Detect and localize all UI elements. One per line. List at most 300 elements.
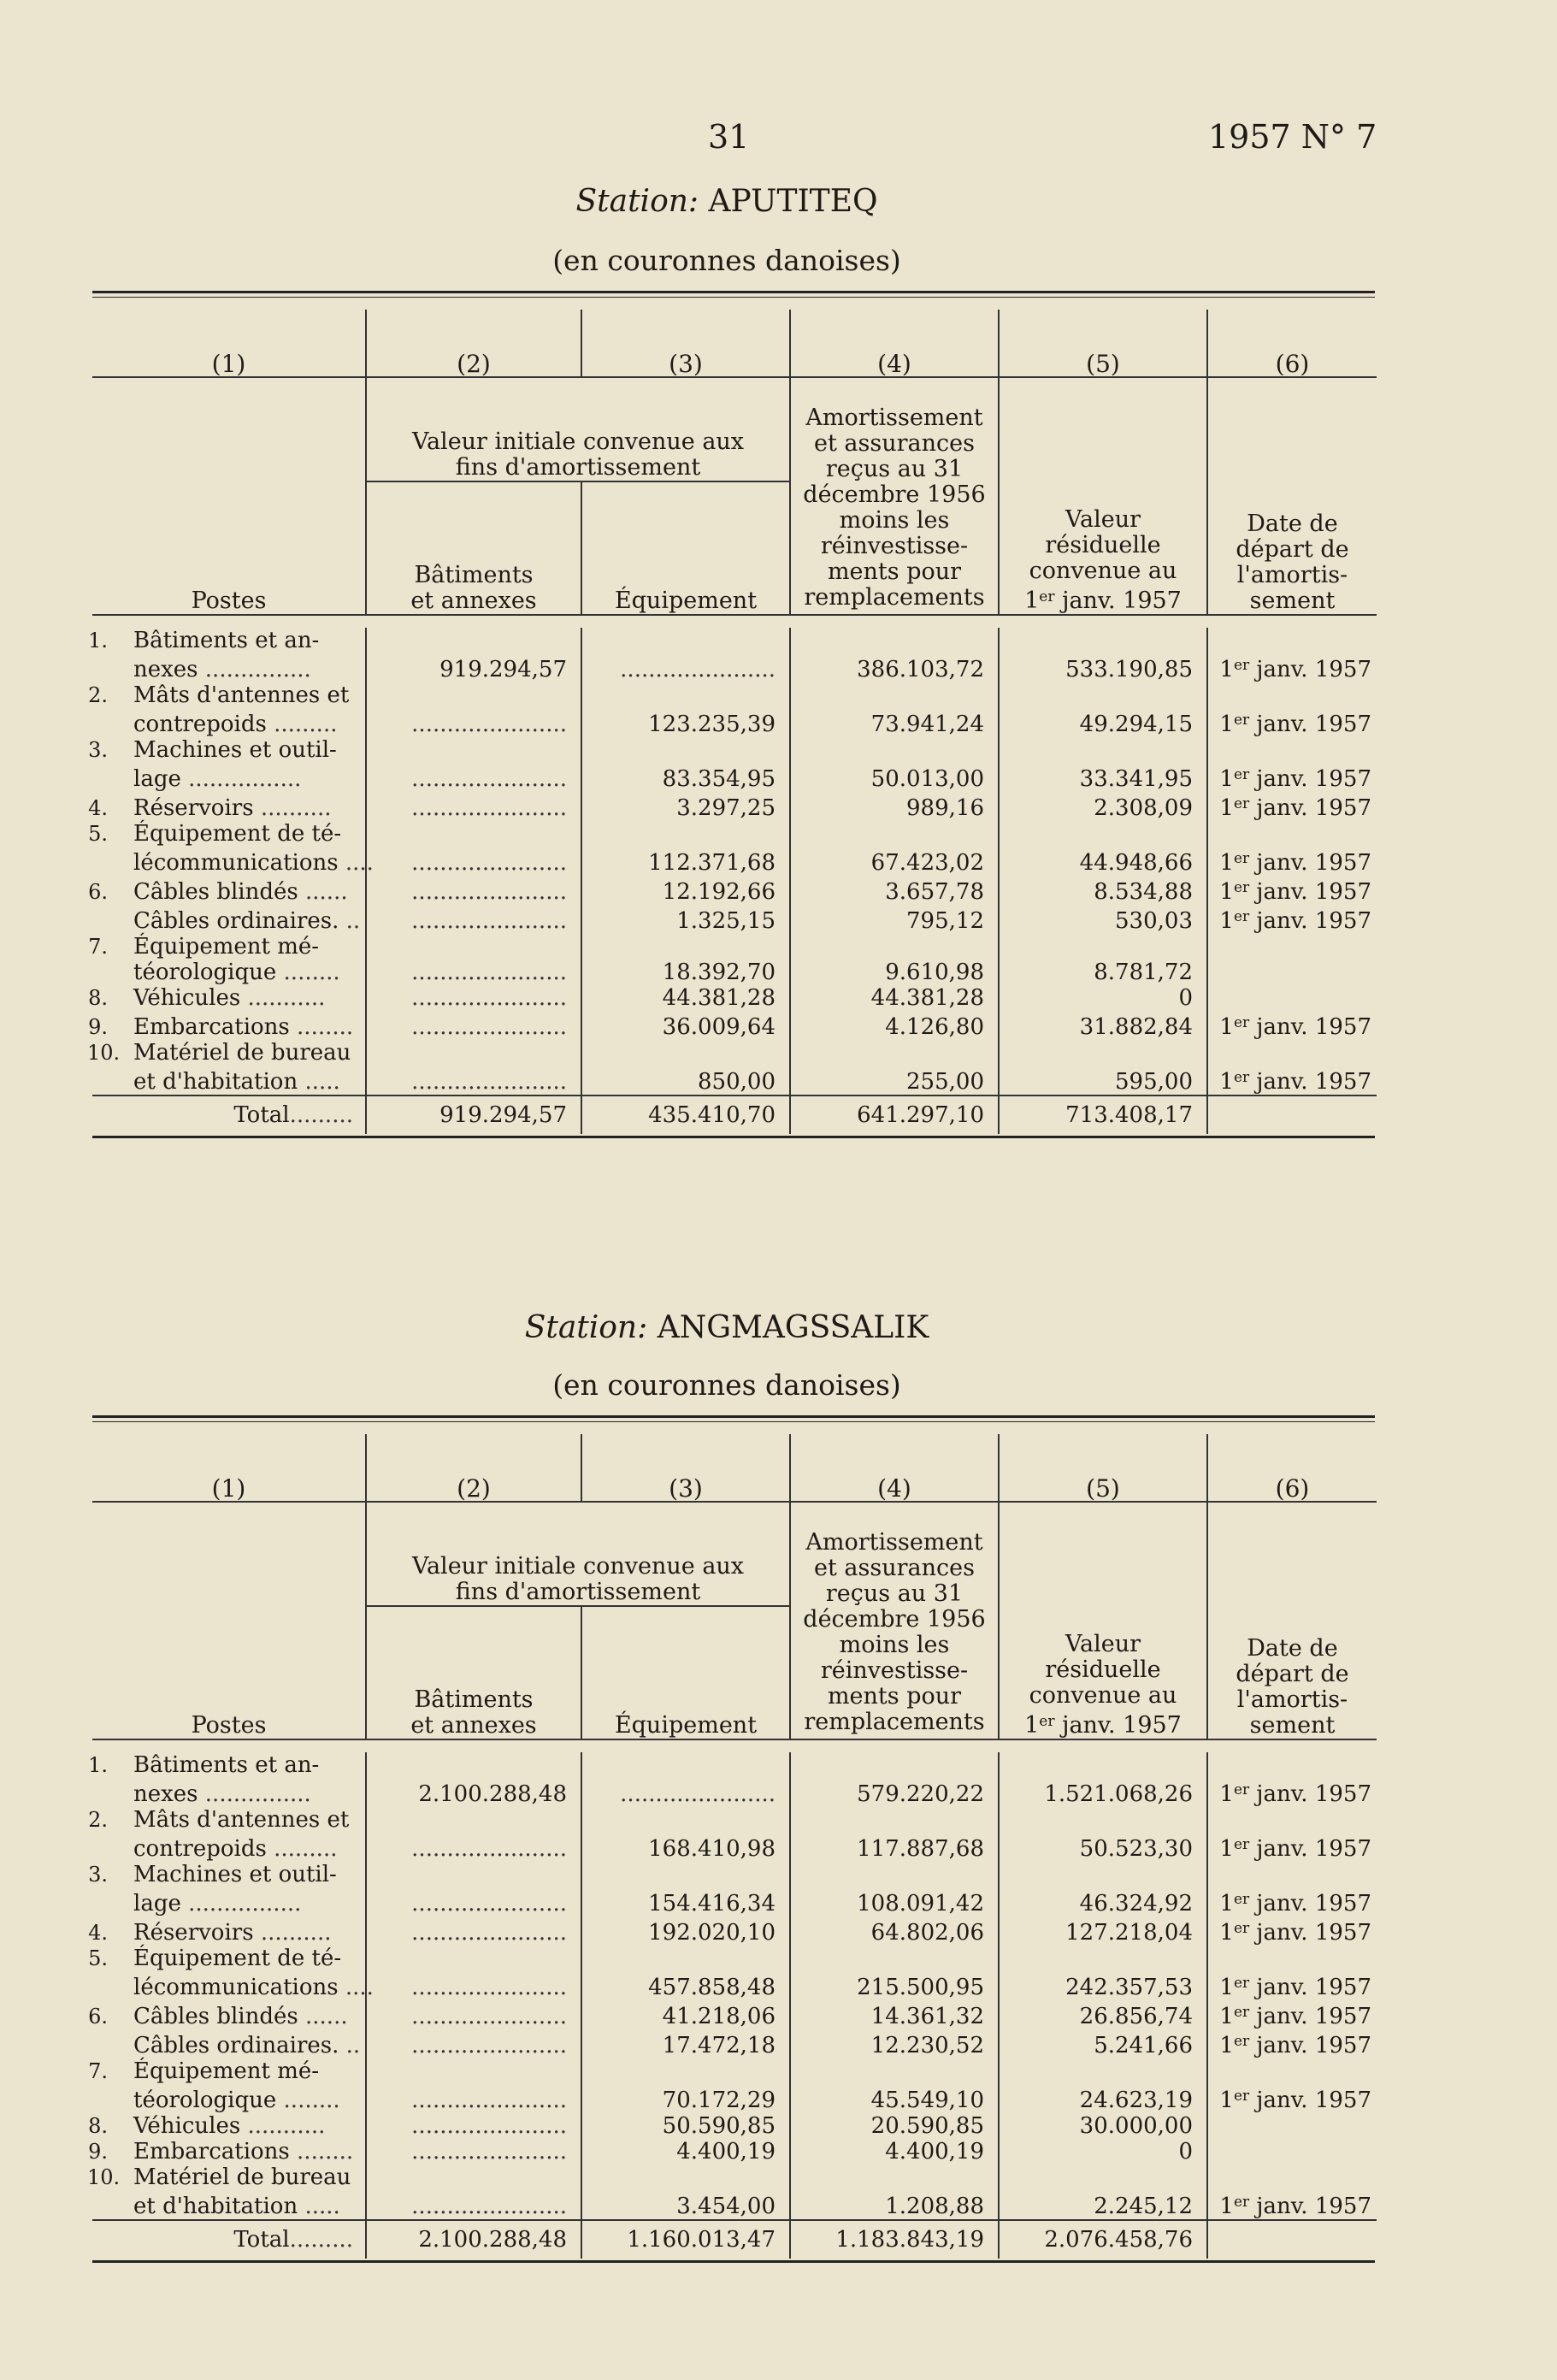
cell-c6 xyxy=(1207,1807,1377,1833)
cell-c4 xyxy=(790,905,999,934)
total-row xyxy=(92,2220,1377,2259)
cell-c2 xyxy=(366,985,581,1011)
cell-c4 xyxy=(790,1011,999,1040)
total-c2 xyxy=(366,1096,581,1134)
cell-c5 xyxy=(999,2139,1207,2164)
table-row xyxy=(92,2029,1377,2058)
row-label-text: et d'habitation xyxy=(133,1069,298,1095)
total-c3 xyxy=(581,2220,790,2259)
header-valeur-residuelle-text: Valeur résiduelle convenue au xyxy=(1029,506,1177,584)
cell-c4 xyxy=(790,2084,999,2113)
row-index: 2. xyxy=(88,1808,108,1832)
cell-c5 xyxy=(999,2164,1207,2190)
column-number: (1) xyxy=(92,310,366,377)
leader-dots: ...................... xyxy=(411,1975,567,2000)
row-index: 2. xyxy=(88,683,108,707)
cell-c5 xyxy=(999,905,1207,934)
cell-c3 xyxy=(581,1833,790,1862)
cell-c4 xyxy=(790,2139,999,2164)
table-row xyxy=(92,708,1377,737)
cell-c6: 1er janv. 1957 xyxy=(1207,1887,1377,1916)
leader-dots: ..... xyxy=(298,2194,340,2219)
station-name: ANGMAGSSALIK xyxy=(657,1310,929,1345)
cell-c3 xyxy=(581,876,790,905)
cell-c6: 1er janv. 1957 xyxy=(1207,2084,1377,2113)
row-label xyxy=(92,1833,366,1862)
cell-value: 123.235,39 xyxy=(648,712,776,737)
column-number-row xyxy=(92,1434,1377,1502)
cell-value: 0 xyxy=(1178,2139,1193,2164)
superscript: er xyxy=(1233,1014,1250,1031)
superscript: er xyxy=(1233,2194,1250,2211)
cell-c3 xyxy=(581,1011,790,1040)
cell-c3 xyxy=(581,1971,790,2000)
leader-dots: ............... xyxy=(198,1781,311,1807)
cell-value: 989,16 xyxy=(906,795,984,821)
cell-value: 3.454,00 xyxy=(676,2194,776,2219)
column-number: (5) xyxy=(999,1434,1207,1502)
cell-c2 xyxy=(366,763,581,792)
column-number-row xyxy=(92,310,1377,377)
cell-c4 xyxy=(790,2029,999,2058)
cell-value: 44.948,66 xyxy=(1079,850,1193,876)
row-index: 4. xyxy=(88,796,108,820)
cell-c6: 1er janv. 1957 xyxy=(1207,763,1377,792)
leader-dots: ...................... xyxy=(411,1014,567,1040)
superscript: er xyxy=(1233,1891,1250,1908)
leader-dots: .... xyxy=(338,850,374,876)
cell-value: 1.521.068,26 xyxy=(1044,1781,1193,1807)
leader-dots: ...................... xyxy=(411,2004,567,2029)
table-row xyxy=(92,1862,1377,1887)
row-label-text: contrepoids xyxy=(133,1836,267,1862)
cell-value: 9.610,98 xyxy=(885,960,984,985)
cell-c2 xyxy=(366,2190,581,2220)
cell-c3 xyxy=(581,792,790,821)
column-number: (3) xyxy=(581,1434,790,1502)
header-batiments: Bâtiments et annexes xyxy=(366,1606,581,1739)
table-row xyxy=(92,1040,1377,1066)
cell-value: 242.357,53 xyxy=(1065,1975,1193,2000)
start-date: janv. 1957 xyxy=(1256,795,1371,821)
row-label xyxy=(88,1011,366,1040)
currency-note: (en couronnes danoises) xyxy=(552,244,901,277)
cell-value: 18.392,70 xyxy=(662,960,776,985)
header-batiments: Bâtiments et annexes xyxy=(366,481,581,615)
leader-dots: ................ xyxy=(180,1891,302,1916)
cell-c2 xyxy=(366,905,581,934)
cell-c5 xyxy=(999,1040,1207,1066)
cell-c2 xyxy=(366,2000,581,2029)
row-index: 8. xyxy=(88,986,108,1010)
cell-c5 xyxy=(999,960,1207,985)
cell-value: 44.381,28 xyxy=(662,985,776,1011)
row-label-text: Bâtiments et an- xyxy=(133,1752,320,1778)
cell-value: 457.858,48 xyxy=(648,1975,776,2000)
row-label xyxy=(88,682,366,708)
row-label-text: Mâts d'antennes et xyxy=(133,1807,350,1833)
cell-c5 xyxy=(999,2084,1207,2113)
superscript: er xyxy=(1233,2033,1250,2050)
total-c5 xyxy=(999,2220,1207,2259)
leader-dots: ......... xyxy=(289,2226,353,2253)
cell-c6: 1er janv. 1957 xyxy=(1207,1066,1377,1096)
row-label xyxy=(92,1887,366,1916)
cell-value: 0 xyxy=(1178,985,1193,1011)
leader-dots: .......... xyxy=(253,1920,332,1946)
cell-c4 xyxy=(790,1946,999,1971)
table-row xyxy=(92,628,1377,653)
leader-dots: ...................... xyxy=(411,1069,567,1095)
start-date: janv. 1957 xyxy=(1256,850,1371,876)
start-date: janv. 1957 xyxy=(1256,2033,1371,2058)
header-postes: Postes xyxy=(92,1502,366,1739)
row-label-text: Câbles blindés xyxy=(133,879,298,905)
row-label-text: téorologique xyxy=(133,960,277,985)
start-date: janv. 1957 xyxy=(1256,2004,1371,2029)
cell-value: 192.020,10 xyxy=(648,1920,776,1946)
cell-c4 xyxy=(790,934,999,960)
cell-c4 xyxy=(790,1778,999,1807)
start-date: janv. 1957 xyxy=(1256,657,1371,682)
table-row xyxy=(92,682,1377,708)
cell-c2 xyxy=(366,821,581,847)
row-index: 3. xyxy=(88,738,108,762)
cell-c3 xyxy=(581,1066,790,1096)
cell-value: 30.000,00 xyxy=(1079,2113,1193,2139)
table-row xyxy=(92,985,1377,1011)
header-date-depart: Date de départ de l'amortis- sement xyxy=(1207,1502,1377,1739)
leader-dots: ...................... xyxy=(411,795,567,821)
table-row xyxy=(92,1833,1377,1862)
total-value: 1.183.843,19 xyxy=(835,2226,984,2253)
table-bottom-rule xyxy=(92,1136,1375,1138)
station-label: Station: xyxy=(524,1310,648,1345)
cell-c5 xyxy=(999,1066,1207,1096)
start-date: janv. 1957 xyxy=(1256,766,1371,792)
cell-c4 xyxy=(790,1040,999,1066)
cell-c6 xyxy=(1207,2113,1377,2139)
total-label-text: Total xyxy=(233,2226,290,2253)
table-top-rule xyxy=(92,291,1375,293)
cell-c5 xyxy=(999,763,1207,792)
cell-value: 24.623,19 xyxy=(1079,2088,1193,2113)
cell-c3 xyxy=(581,985,790,1011)
cell-c6: 1er janv. 1957 xyxy=(1207,1916,1377,1946)
leader-dots: ...................... xyxy=(411,960,567,985)
row-label-text: Véhicules xyxy=(133,985,241,1011)
cell-c6: 1er janv. 1957 xyxy=(1207,653,1377,682)
row-index: 4. xyxy=(88,1921,108,1945)
row-label xyxy=(92,2190,366,2220)
row-label-text: Matériel de bureau xyxy=(133,2164,351,2190)
cell-value: 17.472,18 xyxy=(662,2033,776,2058)
leader-dots: .... xyxy=(338,1975,374,2000)
row-label xyxy=(88,821,366,847)
cell-c3 xyxy=(581,2113,790,2139)
cell-c6 xyxy=(1207,682,1377,708)
start-date: janv. 1957 xyxy=(1256,1975,1371,2000)
cell-value: 20.590,85 xyxy=(870,2113,984,2139)
column-number: (2) xyxy=(366,310,581,377)
leader-dots: ...................... xyxy=(411,2139,567,2164)
cell-c5 xyxy=(999,792,1207,821)
cell-value: 4.400,19 xyxy=(676,2139,776,2164)
cell-c6: 1er janv. 1957 xyxy=(1207,1011,1377,1040)
cell-c4 xyxy=(790,1752,999,1778)
row-label xyxy=(88,934,366,960)
cell-value: 1.208,88 xyxy=(885,2194,984,2219)
superscript: er xyxy=(1233,1069,1250,1086)
cell-value: 50.590,85 xyxy=(662,2113,776,2139)
column-number: (3) xyxy=(581,310,790,377)
total-value: 919.294,57 xyxy=(439,1101,567,1128)
table-top-rule-thin xyxy=(92,297,1375,298)
cell-c2 xyxy=(366,1916,581,1946)
cell-value: 255,00 xyxy=(906,1069,984,1095)
cell-value: 530,03 xyxy=(1115,908,1193,934)
cell-value: 127.218,04 xyxy=(1065,1920,1193,1946)
header-amortissement: Amortissement et assurances reçus au 31 décembre 1956 moins les réinvestisse- ments pour remplacements xyxy=(790,1502,999,1739)
cell-c6: 1er janv. 1957 xyxy=(1207,1833,1377,1862)
cell-c4 xyxy=(790,1916,999,1946)
total-label xyxy=(92,2220,366,2259)
row-index: 9. xyxy=(88,2140,108,2164)
total-row xyxy=(92,1096,1377,1134)
cell-c3 xyxy=(581,682,790,708)
table-row xyxy=(92,1946,1377,1971)
column-number: (4) xyxy=(790,310,999,377)
superscript: er xyxy=(1233,1920,1250,1937)
cell-c5 xyxy=(999,934,1207,960)
cell-value: 168.410,98 xyxy=(648,1836,776,1862)
cell-value: 4.400,19 xyxy=(885,2139,984,2164)
row-label xyxy=(92,708,366,737)
cell-value: 36.009,64 xyxy=(662,1014,776,1040)
cell-c3 xyxy=(581,2084,790,2113)
column-number: (6) xyxy=(1207,310,1377,377)
cell-c5 xyxy=(999,1807,1207,1833)
total-value: 2.100.288,48 xyxy=(418,2226,567,2253)
cell-value: 4.126,80 xyxy=(885,1014,984,1040)
cell-c6: 1er janv. 1957 xyxy=(1207,708,1377,737)
row-label-text: nexes xyxy=(133,1781,198,1807)
row-label-text: Machines et outil- xyxy=(133,737,337,763)
cell-c5 xyxy=(999,708,1207,737)
superscript: er xyxy=(1233,712,1250,729)
leader-dots: ........... xyxy=(240,985,326,1011)
cell-c4 xyxy=(790,2113,999,2139)
superscript: er xyxy=(1233,1781,1250,1798)
cell-c2 xyxy=(366,1971,581,2000)
row-label-text: Câbles ordinaires. xyxy=(133,2033,339,2058)
row-label xyxy=(88,792,366,821)
superscript: er xyxy=(1233,850,1250,867)
table-row xyxy=(92,2190,1377,2220)
total-value: 713.408,17 xyxy=(1065,1101,1193,1128)
leader-dots: ...................... xyxy=(411,1836,567,1862)
table-row xyxy=(92,1887,1377,1916)
cell-c2 xyxy=(366,2058,581,2084)
cell-value: 595,00 xyxy=(1115,1069,1193,1095)
total-label xyxy=(92,1096,366,1134)
superscript: er xyxy=(1233,657,1250,674)
table-row xyxy=(92,763,1377,792)
cell-c2 xyxy=(366,1887,581,1916)
cell-c5 xyxy=(999,821,1207,847)
row-label xyxy=(92,960,366,985)
cell-c4 xyxy=(790,763,999,792)
cell-c2 xyxy=(366,682,581,708)
table-row xyxy=(92,2084,1377,2113)
cell-c3 xyxy=(581,821,790,847)
table-row xyxy=(92,1807,1377,1833)
cell-c3 xyxy=(581,653,790,682)
row-label xyxy=(92,1778,366,1807)
cell-c3 xyxy=(581,1807,790,1833)
cell-c4 xyxy=(790,2164,999,2190)
header-valeur-residuelle-date: janv. 1957 xyxy=(1062,1712,1182,1739)
cell-c2 xyxy=(366,1946,581,1971)
leader-dots: ...................... xyxy=(411,985,567,1011)
total-c2 xyxy=(366,2220,581,2259)
cell-c2 xyxy=(366,2139,581,2164)
cell-value: 50.523,30 xyxy=(1079,1836,1193,1862)
cell-c5 xyxy=(999,2000,1207,2029)
row-label xyxy=(88,1807,366,1833)
row-label xyxy=(88,985,366,1011)
start-date: janv. 1957 xyxy=(1256,908,1371,934)
cell-c4 xyxy=(790,876,999,905)
cell-c4 xyxy=(790,985,999,1011)
row-label xyxy=(92,763,366,792)
table-row xyxy=(92,1778,1377,1807)
cell-value: 795,12 xyxy=(906,908,984,934)
superscript: er xyxy=(1233,879,1250,896)
cell-value: 49.294,15 xyxy=(1079,712,1193,737)
cell-c2 xyxy=(366,1752,581,1778)
cell-c2 xyxy=(366,1833,581,1862)
row-label-text: lécommunications xyxy=(133,850,339,876)
header-valeur-residuelle-text: Valeur résiduelle convenue au xyxy=(1029,1631,1177,1709)
cell-c5 xyxy=(999,1778,1207,1807)
cell-c3 xyxy=(581,1887,790,1916)
row-label xyxy=(88,876,366,905)
leader-dots: ...................... xyxy=(411,908,567,934)
cell-c4 xyxy=(790,708,999,737)
cell-c5 xyxy=(999,737,1207,763)
cell-c2 xyxy=(366,2164,581,2190)
table-row xyxy=(92,821,1377,847)
row-label xyxy=(88,1752,366,1778)
cell-value: 14.361,32 xyxy=(870,2004,984,2029)
row-label xyxy=(87,1040,366,1066)
cell-c2 xyxy=(366,2084,581,2113)
cell-value: 2.308,09 xyxy=(1094,795,1193,821)
cell-c6: 1er janv. 1957 xyxy=(1207,1778,1377,1807)
cell-c6 xyxy=(1207,628,1377,653)
row-label xyxy=(88,737,366,763)
leader-dots: ........... xyxy=(240,2113,326,2139)
document-reference: 1957 N° 7 xyxy=(1208,118,1377,156)
leader-dots: ...................... xyxy=(411,1891,567,1916)
row-label xyxy=(88,1916,366,1946)
cell-c3 xyxy=(581,1862,790,1887)
cell-c6 xyxy=(1207,2139,1377,2164)
cell-c6 xyxy=(1207,737,1377,763)
header-valeur-initiale: Valeur initiale convenue aux fins d'amortissement xyxy=(366,1502,790,1606)
header-valeur-residuelle: Valeur résiduelle convenue au 1er janv. 1957 xyxy=(999,377,1207,615)
column-number: (5) xyxy=(999,310,1207,377)
cell-c2 xyxy=(366,1040,581,1066)
row-index: 1. xyxy=(88,629,108,653)
cell-value: 117.887,68 xyxy=(857,1836,984,1862)
cell-c3 xyxy=(581,2029,790,2058)
cell-value: 70.172,29 xyxy=(662,2088,776,2113)
table-row xyxy=(92,934,1377,960)
cell-c2 xyxy=(366,1778,581,1807)
cell-c2 xyxy=(366,847,581,876)
row-index: 6. xyxy=(88,2005,108,2029)
leader-dots: ........ xyxy=(276,2088,340,2113)
column-number: (6) xyxy=(1207,1434,1377,1502)
header-amortissement: Amortissement et assurances reçus au 31 décembre 1956 moins les réinvestisse- ments pour remplacements xyxy=(790,377,999,615)
row-index: 10. xyxy=(87,1041,121,1065)
cell-c3 xyxy=(581,2139,790,2164)
station-label: Station: xyxy=(575,184,699,219)
cell-value: 386.103,72 xyxy=(857,657,984,682)
cell-c6: 1er janv. 1957 xyxy=(1207,847,1377,876)
cell-c2 xyxy=(366,628,581,653)
row-label-text: Machines et outil- xyxy=(133,1862,337,1887)
cell-value: 850,00 xyxy=(698,1069,776,1095)
table-row xyxy=(92,847,1377,876)
cell-value: 1.325,15 xyxy=(676,908,776,934)
cell-c3 xyxy=(581,2164,790,2190)
leader-dots: .......... xyxy=(253,795,332,821)
leader-dots: ...................... xyxy=(411,712,567,737)
table-top-rule-thin xyxy=(92,1421,1375,1422)
cell-c5 xyxy=(999,628,1207,653)
cell-c6 xyxy=(1207,821,1377,847)
row-label xyxy=(88,628,366,653)
row-label xyxy=(88,2139,366,2164)
cell-c5 xyxy=(999,2190,1207,2220)
cell-c6 xyxy=(1207,985,1377,1011)
cell-c2 xyxy=(366,708,581,737)
column-number: (2) xyxy=(366,1434,581,1502)
column-number: (1) xyxy=(92,1434,366,1502)
row-label-text: Bâtiments et an- xyxy=(133,628,320,653)
header-valeur-residuelle-date: janv. 1957 xyxy=(1062,588,1182,614)
cell-c3 xyxy=(581,2000,790,2029)
row-label-text: Mâts d'antennes et xyxy=(133,682,350,708)
cell-value: 2.100.288,48 xyxy=(418,1781,567,1807)
table-row xyxy=(92,960,1377,985)
row-label xyxy=(92,847,374,876)
row-label-text: lage xyxy=(133,766,181,792)
row-label xyxy=(92,1066,366,1096)
amortization-table xyxy=(87,1434,1377,2259)
leader-dots: ...................... xyxy=(411,766,567,792)
amortization-table xyxy=(87,310,1377,1134)
cell-c6: 1er janv. 1957 xyxy=(1207,2190,1377,2220)
cell-c5 xyxy=(999,653,1207,682)
superscript: er xyxy=(1233,1975,1250,1992)
cell-c5 xyxy=(999,682,1207,708)
cell-value: 919.294,57 xyxy=(439,657,567,682)
cell-c2 xyxy=(366,2113,581,2139)
